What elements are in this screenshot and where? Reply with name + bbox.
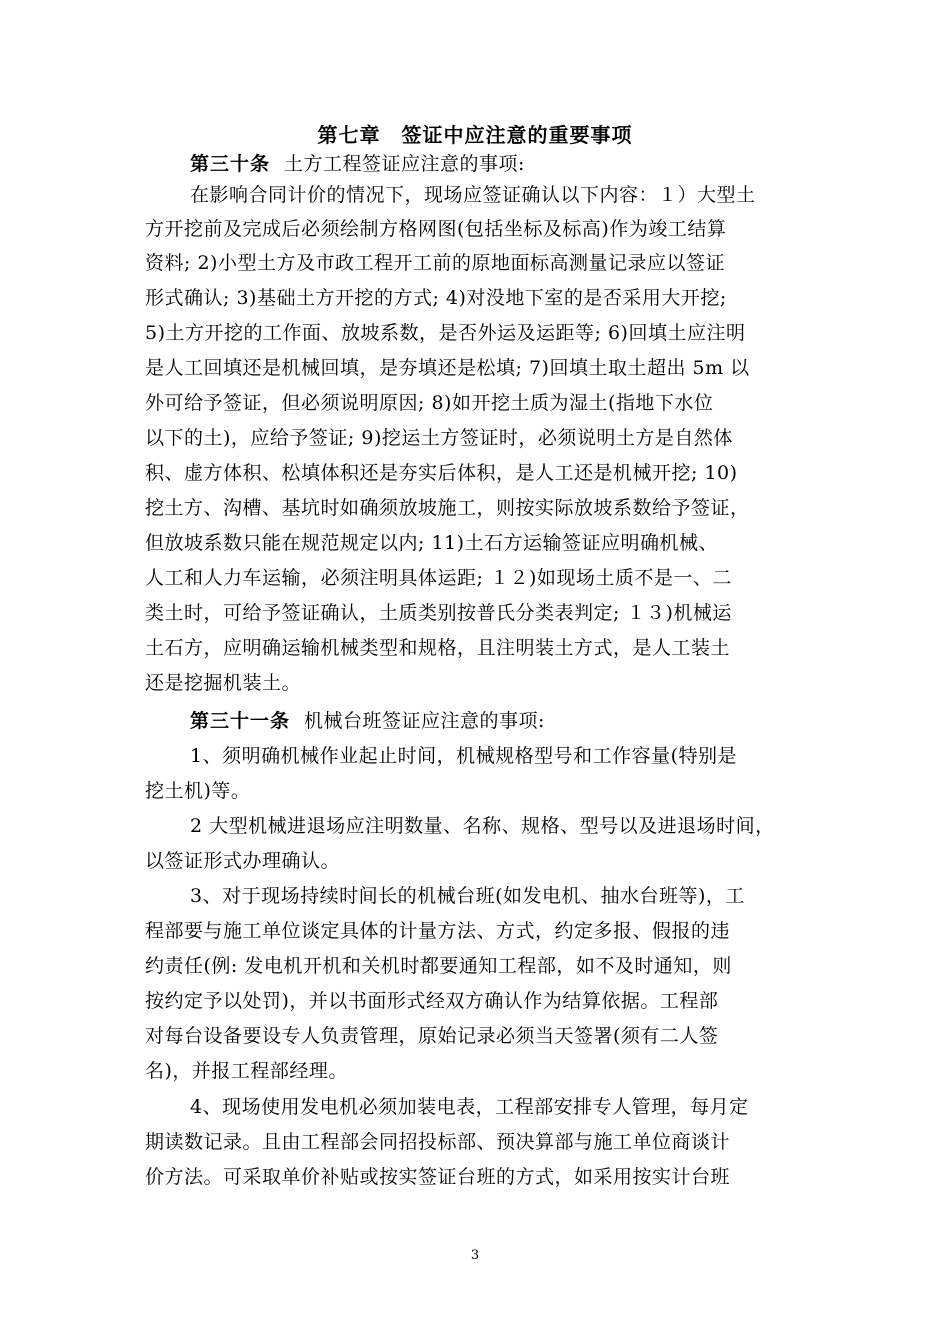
- article-31-heading-line: [190, 708, 545, 734]
- page-number: 3: [470, 1248, 480, 1263]
- paragraph-line: 1、须明确机械作业起止时间，机械规格型号和工作容量(特别是: [190, 745, 738, 767]
- chapter-title: 第七章 签证中应注意的重要事项: [317, 123, 633, 147]
- paragraph-line: 积、虚方体积、松填体积还是夯实后体积，是人工还是机械开挖; 10): [145, 462, 738, 484]
- paragraph-line: 类土时，可给予签证确认，土质类别按普氏分类表判定; １３)机械运: [145, 602, 732, 624]
- paragraph-line: 2 大型机械进退场应注明数量、名称、规格、型号以及进退场时间，: [190, 815, 775, 837]
- paragraph-line: 人工和人力车运输，必须注明具体运距; １２)如现场土质不是一、二: [145, 567, 732, 589]
- paragraph-line: 是人工回填还是机械回填，是夯填还是松填; 7)回填土取土超出 5m 以: [145, 357, 750, 379]
- article-31-heading: 第三十一条: [190, 710, 291, 732]
- paragraph-line: 约责任(例: 发电机开机和关机时都要通知工程部，如不及时通知，则: [145, 955, 732, 977]
- paragraph-line: 资料; 2)小型土方及市政工程开工前的原地面标高测量记录应以签证: [145, 252, 725, 274]
- paragraph-line: 5)土方开挖的工作面、放坡系数，是否外运及运距等; 6)回填土应注明: [145, 322, 746, 344]
- paragraph-line: 以下的土)，应给予签证; 9)挖运土方签证时，必须说明土方是自然体: [145, 427, 733, 449]
- paragraph-line: 还是挖掘机装土。: [145, 672, 302, 694]
- article-30-heading: 第三十条: [190, 153, 271, 175]
- paragraph-line: 土石方，应明确运输机械类型和规格，且注明装土方式，是人工装土: [145, 637, 731, 659]
- paragraph-line: 对每台设备要设专人负责管理，原始记录必须当天签署(须有二人签: [145, 1025, 719, 1047]
- paragraph-line: 价方法。可采取单价补贴或按实签证台班的方式，如采用按实计台班: [145, 1166, 731, 1188]
- paragraph-line: 以签证形式办理确认。: [145, 850, 341, 872]
- paragraph-line: 挖土方、沟槽、基坑时如确须放坡施工，则按实际放坡系数给予签证，: [145, 497, 750, 519]
- paragraph-line: 但放坡系数只能在规范规定以内; 11)土石方运输签证应明确机械、: [145, 532, 719, 554]
- article-30-heading-line: [190, 151, 525, 177]
- paragraph-line: 方开挖前及完成后必须绘制方格网图(包括坐标及标高)作为竣工结算: [145, 218, 727, 240]
- paragraph-line: 3、对于现场持续时间长的机械台班(如发电机、抽水台班等)，工: [190, 885, 745, 907]
- paragraph-line: 挖土机)等。: [145, 780, 251, 802]
- paragraph-line: 外可给予签证，但必须说明原因; 8)如开挖土质为湿土(指地下水位: [145, 392, 714, 414]
- paragraph-line: 4、现场使用发电机必须加装电表，工程部安排专人管理，每月定: [190, 1096, 749, 1118]
- article-30-subject: 土方工程签证应注意的事项:: [284, 153, 525, 175]
- paragraph-line: 形式确认; 3)基础土方开挖的方式; 4)对没地下室的是否采用大开挖;: [145, 287, 727, 309]
- paragraph-line: 程部要与施工单位谈定具体的计量方法、方式，约定多报、假报的违: [145, 920, 731, 942]
- article-31-subject: 机械台班签证应注意的事项:: [304, 710, 545, 732]
- paragraph-line: 按约定予以处罚)，并以书面形式经双方确认作为结算依据。工程部: [145, 990, 719, 1012]
- paragraph-line: 期读数记录。且由工程部会同招投标部、预决算部与施工单位商谈计: [145, 1131, 731, 1153]
- paragraph-line: 在影响合同计价的情况下，现场应签证确认以下内容：１）大型土: [190, 184, 756, 206]
- paragraph-line: 名)，并报工程部经理。: [145, 1060, 348, 1082]
